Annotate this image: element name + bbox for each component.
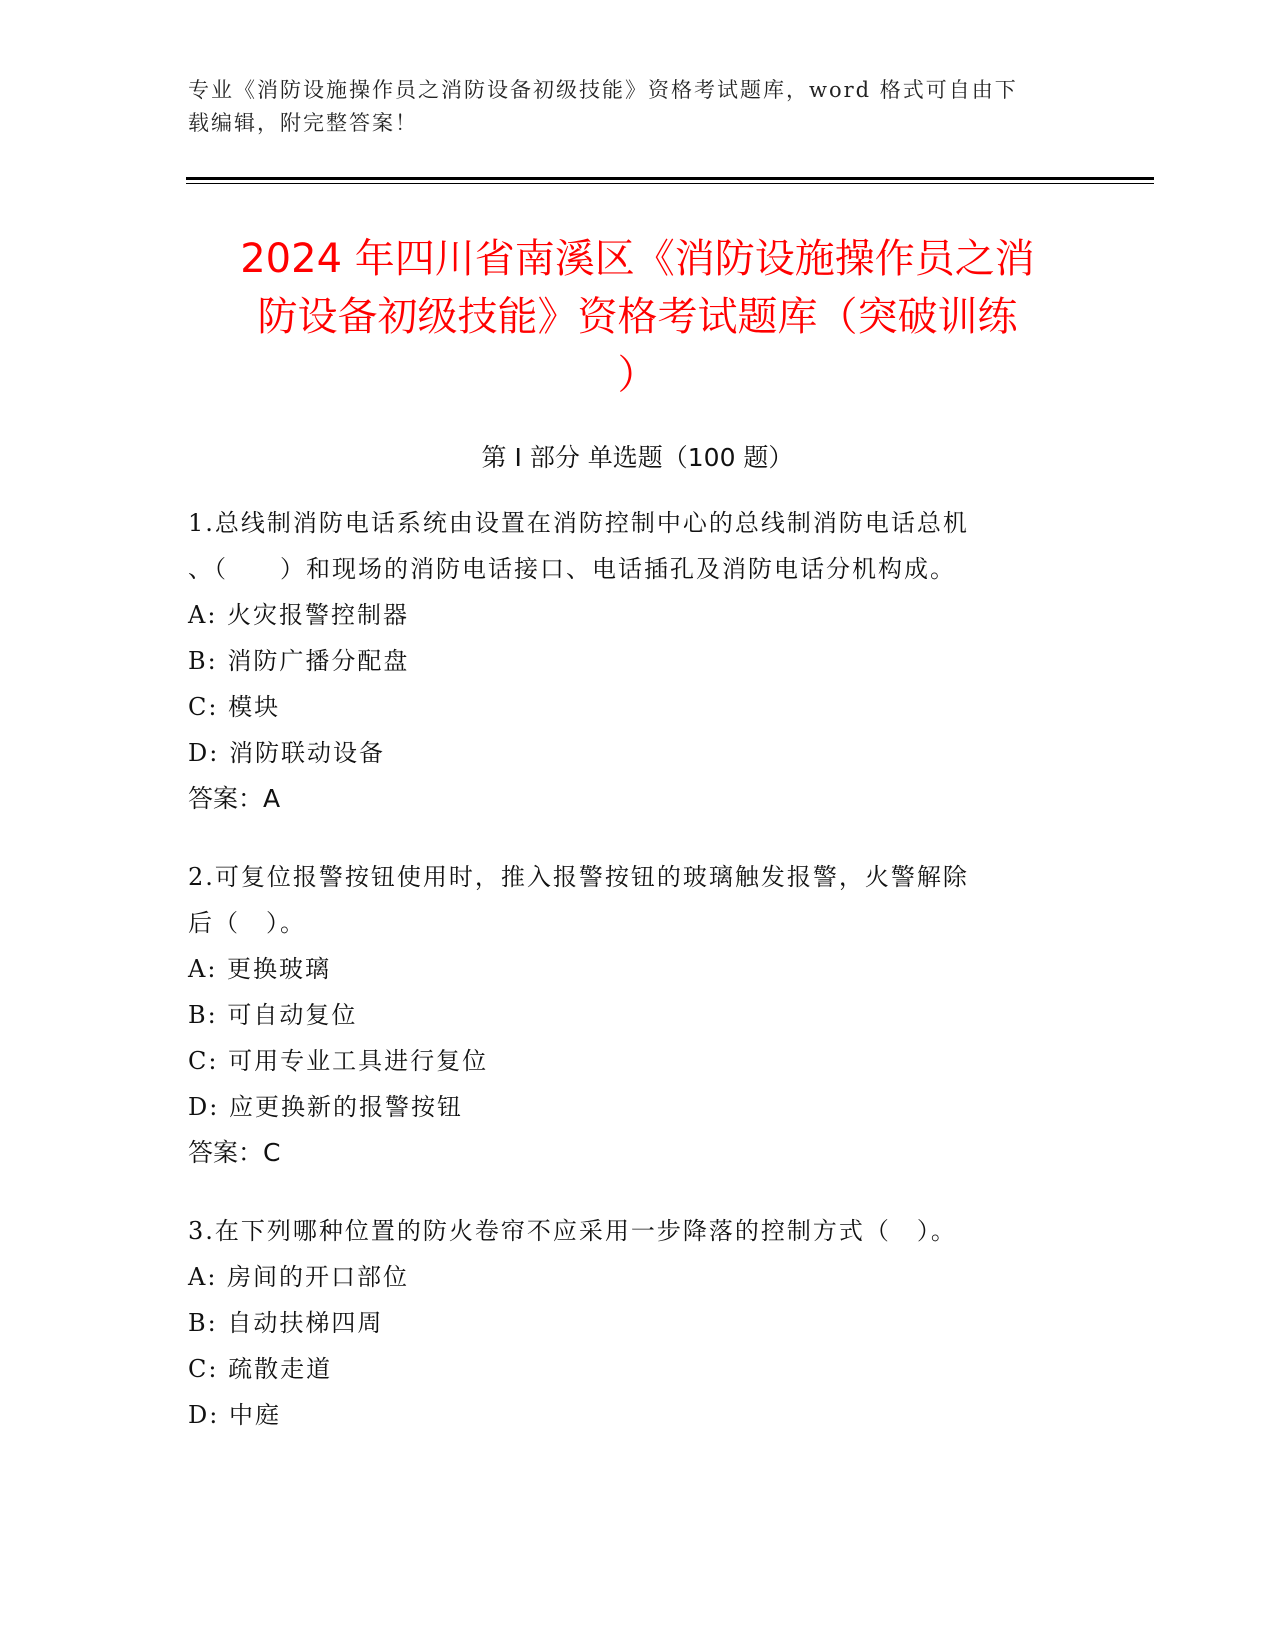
- option-a: A: 房间的开口部位: [188, 1263, 410, 1291]
- section-heading: 第 I 部分 单选题（100 题）: [481, 443, 794, 472]
- answer: 答案：C: [188, 1138, 281, 1167]
- option-a: A: 更换玻璃: [188, 955, 332, 983]
- question-stem: 、（ ）和现场的消防电话接口、电话插孔及消防电话分机构成。: [188, 555, 956, 583]
- option-d: D: 应更换新的报警按钮: [188, 1093, 463, 1121]
- title-line-1: 2024 年四川省南溪区《消防设施操作员之消: [240, 236, 1035, 282]
- question-stem: 2.可复位报警按钮使用时，推入报警按钮的玻璃触发报警，火警解除: [188, 863, 969, 891]
- option-a: A: 火灾报警控制器: [188, 601, 410, 629]
- option-b: B: 消防广播分配盘: [188, 647, 410, 675]
- header-note: [188, 74, 1068, 140]
- question-1: [188, 500, 1068, 822]
- title-line-2: 防设备初级技能》资格考试题库（突破训练: [257, 294, 1018, 340]
- option-c: C: 模块: [188, 693, 281, 721]
- option-b: B: 自动扶梯四周: [188, 1309, 384, 1337]
- header-note-line-1: 专业《消防设施操作员之消防设备初级技能》资格考试题库，word 格式可自由下: [188, 78, 1018, 102]
- header-note-line-2: 载编辑，附完整答案！: [188, 111, 418, 135]
- question-2: [188, 854, 1068, 1176]
- document-title: [190, 230, 1085, 404]
- option-b: B: 可自动复位: [188, 1001, 358, 1029]
- question-stem: 1.总线制消防电话系统由设置在消防控制中心的总线制消防电话总机: [188, 509, 969, 537]
- header-divider-thick: [186, 177, 1154, 180]
- option-d: D: 中庭: [188, 1401, 281, 1429]
- question-stem: 3.在下列哪种位置的防火卷帘不应采用一步降落的控制方式（ ）。: [188, 1217, 957, 1245]
- header-divider-thin: [186, 183, 1154, 184]
- option-d: D: 消防联动设备: [188, 739, 385, 767]
- title-line-3: ）: [617, 352, 658, 398]
- option-c: C: 疏散走道: [188, 1355, 333, 1383]
- option-c: C: 可用专业工具进行复位: [188, 1047, 489, 1075]
- question-3: [188, 1208, 1068, 1438]
- answer: 答案：A: [188, 784, 281, 813]
- question-stem: 后（ ）。: [188, 909, 306, 937]
